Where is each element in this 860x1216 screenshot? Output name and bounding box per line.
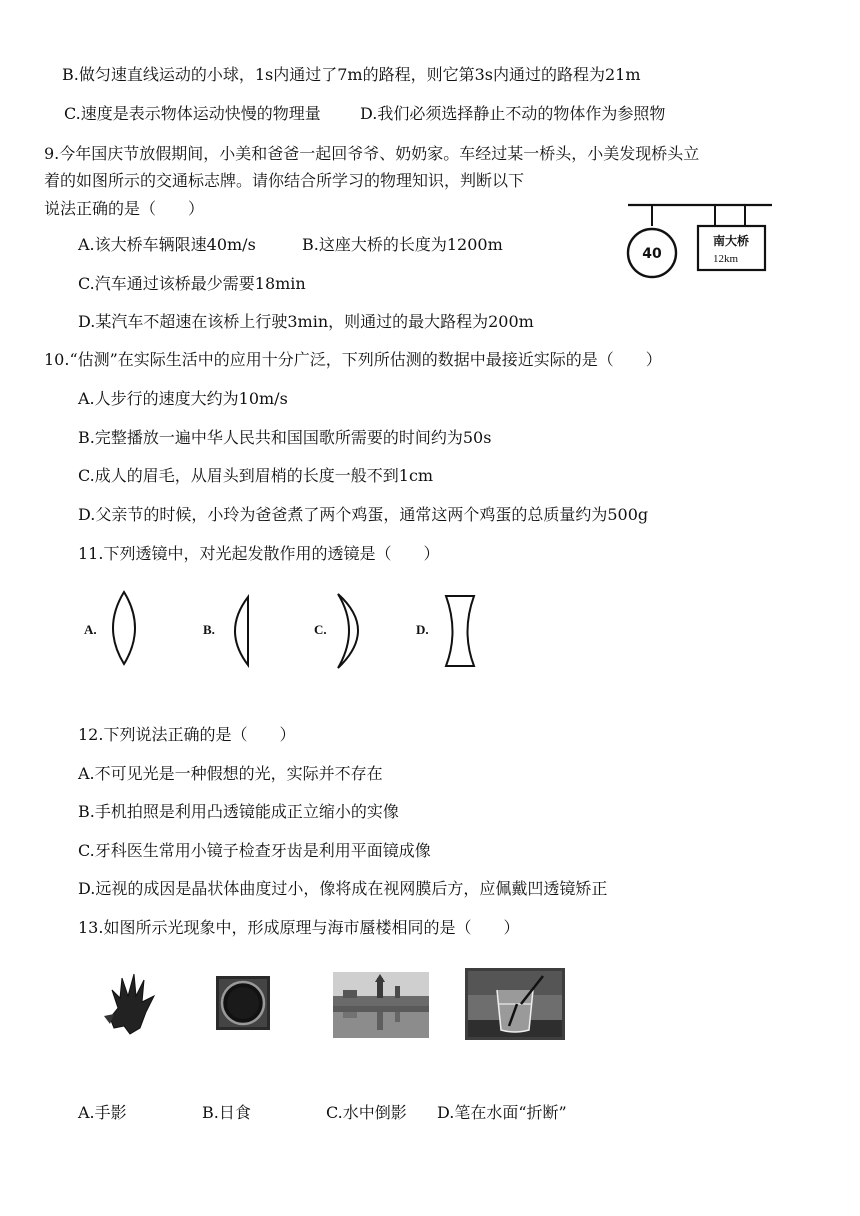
q10-option-c: C.成人的眉毛，从眉头到眉梢的长度一般不到1cm <box>78 466 434 485</box>
water-reflection-image <box>333 972 429 1038</box>
bridge-distance: 12km <box>713 253 739 265</box>
q12-option-b: B.手机拍照是利用凸透镜能成正立缩小的实像 <box>78 802 399 821</box>
q10-option-a: A.人步行的速度大约为10m/s <box>78 389 288 408</box>
q12-option-d: D.远视的成因是晶状体曲度过小，像将成在视网膜后方，应佩戴凹透镜矫正 <box>78 879 608 898</box>
q8-option-c: C.速度是表示物体运动快慢的物理量 <box>64 104 321 123</box>
lens-label-c: C. <box>314 622 327 637</box>
biconvex-lens-icon <box>104 590 144 666</box>
hand-shadow-image <box>100 968 160 1038</box>
bridge-name: 南大桥 <box>712 234 750 248</box>
q9-option-b: B.这座大桥的长度为1200m <box>302 235 503 254</box>
q13-stem: 13.如图所示光现象中，形成原理与海市蜃楼相同的是（ ） <box>78 918 520 937</box>
q12-stem: 12.下列说法正确的是（ ） <box>78 725 296 744</box>
traffic-sign-figure <box>620 196 780 286</box>
q12-option-a: A.不可见光是一种假想的光，实际并不存在 <box>78 764 383 783</box>
meniscus-lens-icon <box>332 592 372 672</box>
q13-option-b: B.日食 <box>202 1103 251 1122</box>
q8-option-b: B.做匀速直线运动的小球，1s内通过了7m的路程，则它第3s内通过的路程为21m <box>62 65 641 84</box>
q13-option-d: D.笔在水面“折断” <box>437 1103 567 1122</box>
q11-stem: 11.下列透镜中，对光起发散作用的透镜是（ ） <box>78 544 440 563</box>
q13-option-a: A.手影 <box>78 1103 127 1122</box>
lens-label-b: B. <box>203 622 215 637</box>
q10-stem: 10.“估测”在实际生活中的应用十分广泛，下列所估测的数据中最接近实际的是（ ） <box>44 350 662 369</box>
lens-label-a: A. <box>84 622 97 637</box>
plano-convex-lens-icon <box>226 595 256 671</box>
biconcave-lens-icon <box>443 594 477 670</box>
q9-stem-line2: 着的如图所示的交通标志牌。请你结合所学习的物理知识，判断以下 <box>44 171 525 190</box>
solar-eclipse-image <box>216 976 270 1030</box>
q9-option-d: D.某汽车不超速在该桥上行驶3min，则通过的最大路程为200m <box>78 312 534 331</box>
q10-option-b: B.完整播放一遍中华人民共和国国歌所需要的时间约为50s <box>78 428 492 447</box>
q13-option-c: C.水中倒影 <box>326 1103 407 1122</box>
lens-label-d: D. <box>416 622 429 637</box>
refraction-pen-image <box>465 968 565 1040</box>
q9-stem-line3: 说法正确的是（ ） <box>44 199 205 218</box>
q9-option-c: C.汽车通过该桥最少需要18min <box>78 274 306 293</box>
speed-limit-value: 40 <box>642 246 662 262</box>
q9-option-a: A.该大桥车辆限速40m/s <box>78 235 256 254</box>
q9-stem-line1: 9.今年国庆节放假期间，小美和爸爸一起回爷爷、奶奶家。车经过某一桥头，小美发现桥头立 <box>44 144 700 163</box>
q12-option-c: C.牙科医生常用小镜子检查牙齿是利用平面镜成像 <box>78 841 431 860</box>
q8-option-d: D.我们必须选择静止不动的物体作为参照物 <box>360 104 666 123</box>
q10-option-d: D.父亲节的时候，小玲为爸爸煮了两个鸡蛋，通常这两个鸡蛋的总质量约为500g <box>78 505 649 524</box>
